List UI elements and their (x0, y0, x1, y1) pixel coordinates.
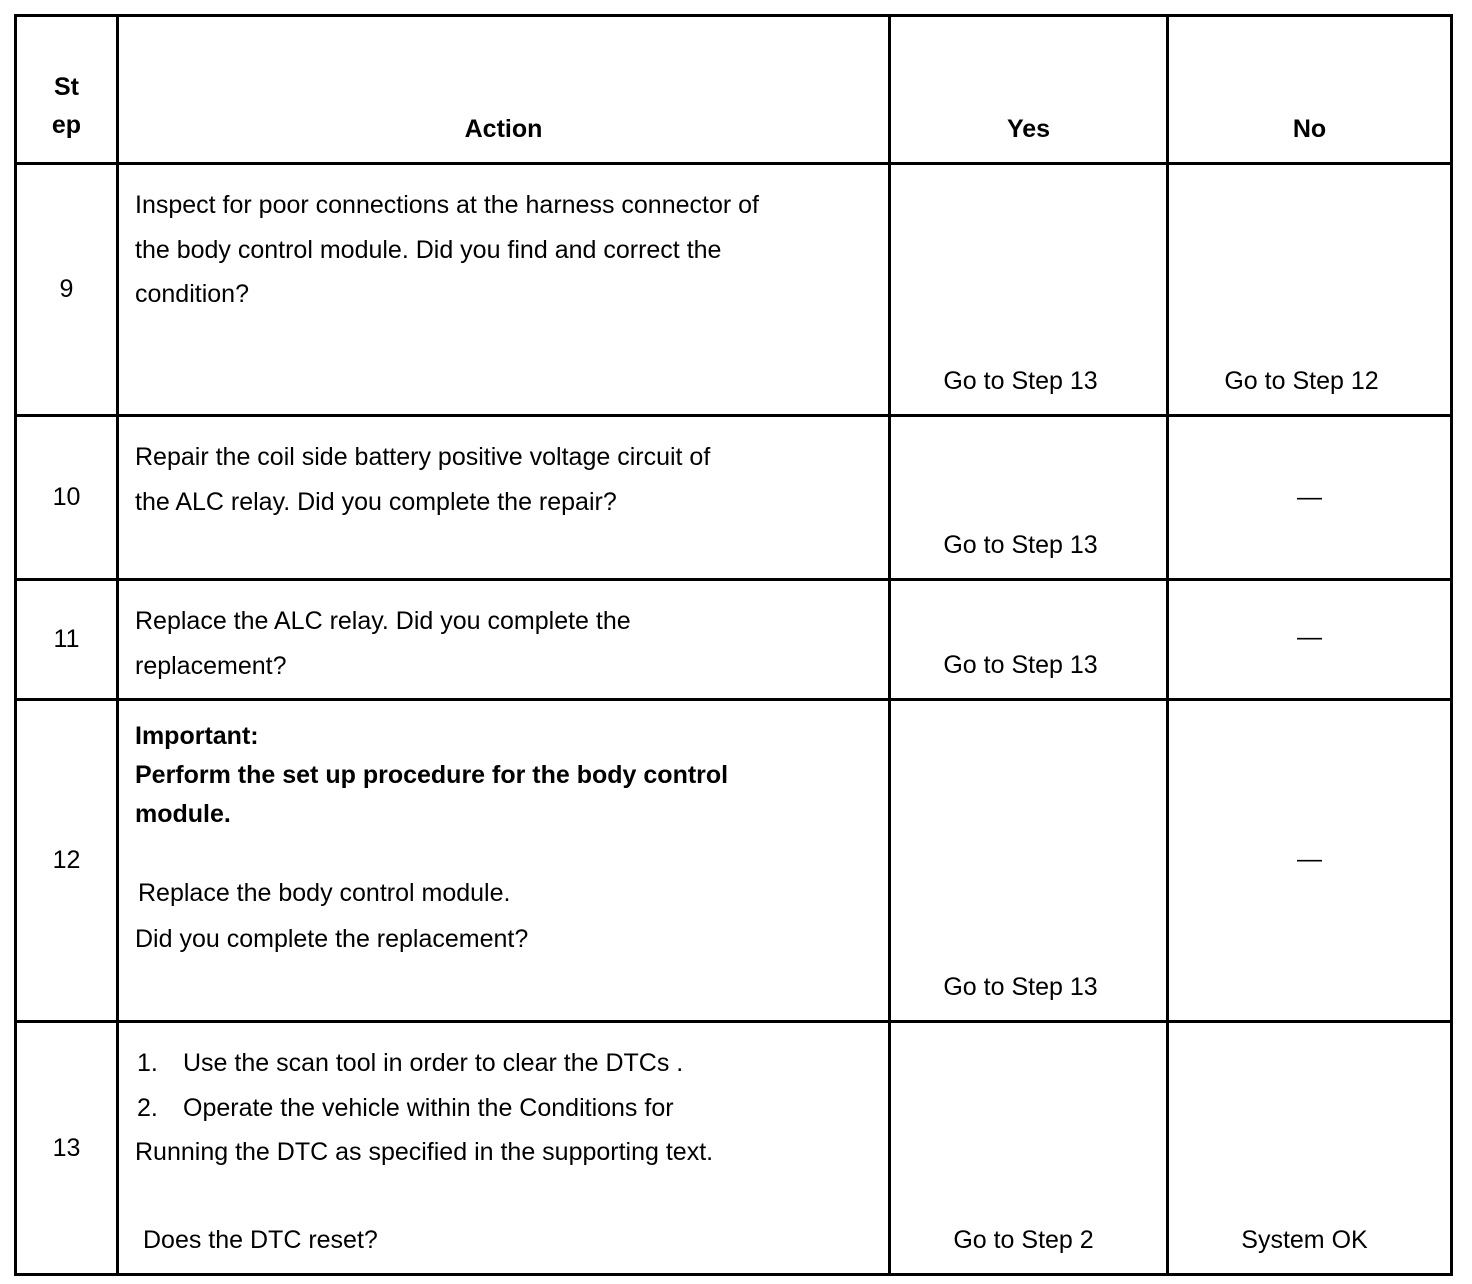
no-cell (1168, 700, 1452, 1022)
question-line: Does the DTC reset? (143, 1226, 378, 1254)
yes-cell (890, 416, 1168, 580)
yes-cell (890, 700, 1168, 1022)
step-number: 12 (16, 700, 118, 1022)
diagnostic-table (14, 14, 1453, 1276)
step-number: 13 (16, 1022, 118, 1275)
action-line: Did you complete the replacement? (135, 925, 529, 953)
yes-cell (890, 1022, 1168, 1275)
list-item (135, 1041, 874, 1086)
no-link[interactable]: Go to Step 12 (1224, 367, 1379, 395)
action-cell (118, 164, 890, 416)
table-row-step-13 (16, 1022, 1452, 1275)
action-line: Running the DTC as specified in the supporting text. (135, 1138, 714, 1166)
step-number: 11 (16, 580, 118, 700)
yes-cell (890, 164, 1168, 416)
list-item (135, 1086, 874, 1131)
list-number: 1. (137, 1049, 158, 1077)
header-step (16, 16, 118, 164)
action-line: Replace the body control module. (138, 879, 511, 907)
yes-link[interactable]: Go to Step 13 (943, 651, 1098, 679)
no-cell (1168, 580, 1452, 700)
no-dash: — (1297, 845, 1322, 873)
important-line: Perform the set up procedure for the body control (135, 761, 729, 789)
no-cell (1168, 1022, 1452, 1275)
yes-link[interactable]: Go to Step 13 (943, 367, 1098, 395)
header-step-line1: St (54, 73, 79, 101)
header-row (16, 16, 1452, 164)
list-text: Operate the vehicle within the Conditions for (183, 1093, 674, 1122)
action-cell (118, 1022, 890, 1275)
step-number: 9 (16, 164, 118, 416)
yes-link[interactable]: Go to Step 2 (953, 1226, 1094, 1254)
header-no: No (1168, 16, 1452, 164)
action-line: Replace the ALC relay. Did you complete the (135, 607, 631, 635)
no-dash: — (1297, 483, 1322, 511)
list-number: 2. (137, 1093, 158, 1122)
action-line: the ALC relay. Did you complete the repair? (135, 487, 617, 516)
action-cell (118, 580, 890, 700)
table-row-step-12 (16, 700, 1452, 1022)
yes-link[interactable]: Go to Step 13 (943, 531, 1098, 559)
action-line: Repair the coil side battery positive voltage circuit of (135, 443, 711, 471)
header-action: Action (118, 16, 890, 164)
no-dash: — (1297, 623, 1322, 651)
list-text: Use the scan tool in order to clear the DTCs . (183, 1049, 684, 1077)
action-line: Inspect for poor connections at the harness connector of (135, 191, 759, 219)
table-row-step-10 (16, 416, 1452, 580)
table-row-step-9 (16, 164, 1452, 416)
action-cell (118, 416, 890, 580)
action-line: the body control module. Did you find and correct the (135, 235, 722, 264)
action-line: replacement? (135, 651, 287, 680)
header-step-line2: ep (51, 111, 82, 139)
yes-cell (890, 580, 1168, 700)
yes-link[interactable]: Go to Step 13 (943, 973, 1098, 1001)
action-line: condition? (135, 280, 249, 308)
no-cell (1168, 164, 1452, 416)
important-label: Important: (135, 722, 259, 750)
no-result: System OK (1241, 1226, 1368, 1254)
table-row-step-11 (16, 580, 1452, 700)
no-cell (1168, 416, 1452, 580)
important-line: module. (135, 800, 231, 828)
step-number: 10 (16, 416, 118, 580)
header-yes: Yes (890, 16, 1168, 164)
action-cell (118, 700, 890, 1022)
